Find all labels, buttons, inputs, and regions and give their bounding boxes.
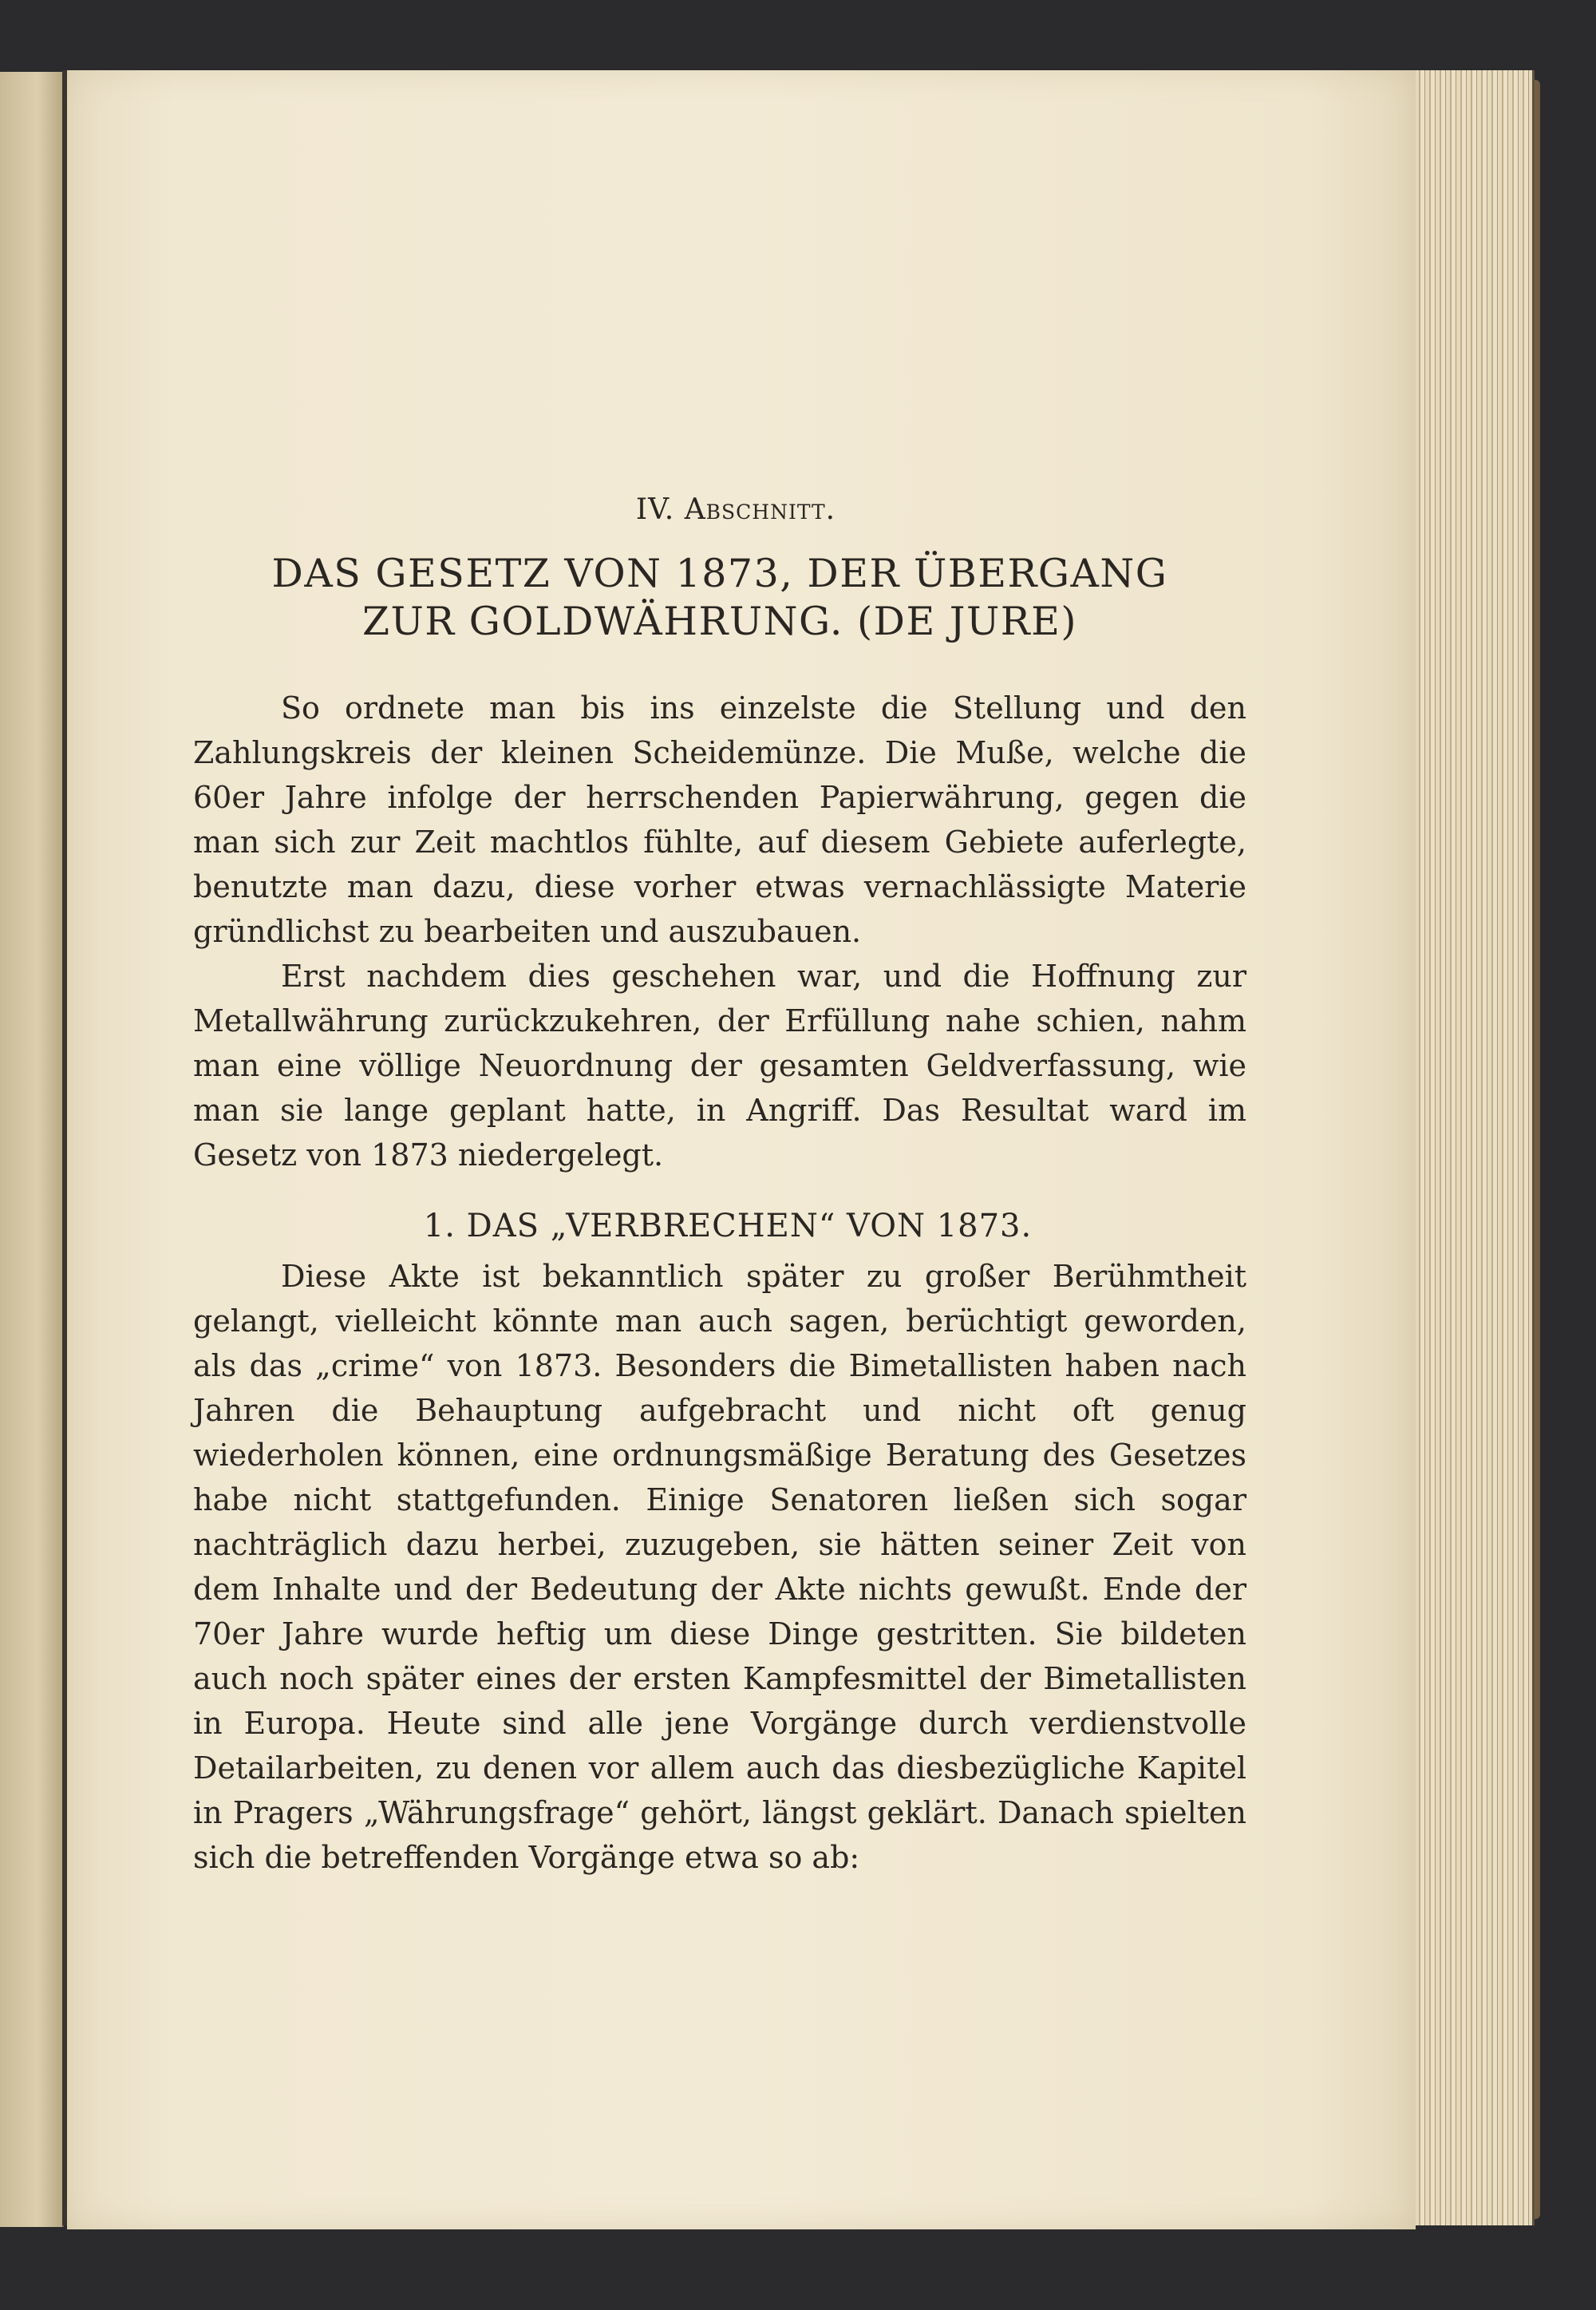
paragraph-1: So ordnete man bis ins einzelste die Stellung und den Zahlungskreis der kleinen Scheidemünze. Die Muße, welche die 60er Jahre infolge der herrschenden Papierwährung, gegen die man sich zur Zeit machtlos fühlte, auf diesem Gebiete auferlegte, benutzte man dazu, diese vorher etwas vernachlässigte Materie gründlichst zu bearbeiten und auszubauen. (193, 690, 1246, 949)
subsection-heading: 1. DAS „VERBRECHEN“ VON 1873. (423, 1208, 1033, 1244)
left-page-edge (0, 72, 64, 2227)
page-text-block (193, 493, 1246, 1880)
paragraph-2: Erst nachdem dies geschehen war, und die Hoffnung zur Metallwährung zurückzukehren, der Erfüllung nahe schien, nahm man eine völlige Neuordnung der gesamten Geldverfassung, wie man sie lange geplant hatte, in Angriff. Das Resultat ward im Gesetz von 1873 niedergelegt. (193, 959, 1246, 1173)
section-label (193, 493, 1246, 526)
chapter-title-line2: ZUR GOLDWÄHRUNG. (DE JURE) (361, 599, 1078, 644)
chapter-title (193, 550, 1246, 646)
page-stack-edges (1404, 70, 1535, 2225)
chapter-title-line1: DAS GESETZ VON 1873, DER ÜBERGANG (271, 551, 1168, 596)
section-label-text: IV. Abschnitt. (635, 493, 836, 526)
book-page (67, 70, 1416, 2229)
paragraph-3: Diese Akte ist bekanntlich später zu großer Berühmtheit gelangt, vielleicht könnte man auch sagen, berüchtigt geworden, als das „crime“ von 1873. Besonders die Bimetallisten haben nach Jahren die Behauptung aufgebracht und nicht oft genug wiederholen können, eine ordnungsmäßige Beratung des Gesetzes habe nicht stattgefunden. Einige Senatoren ließen sich sogar nachträglich dazu herbei, zuzugeben, sie hätten seiner Zeit von dem Inhalte und der Bedeutung der Akte nichts gewußt. Ende der 70er Jahre wurde heftig um diese Dinge gestritten. Sie bildeten auch noch später eines der ersten Kampfesmittel der Bimetallisten in Europa. Heute sind alle jene Vorgänge durch verdienstvolle Detailarbeiten, zu denen vor allem auch das diesbezügliche Kapitel in Pragers „Währungsfrage“ gehört, längst geklärt. Danach spielten sich die betreffenden Vorgänge etwa so ab: (193, 1259, 1246, 1875)
